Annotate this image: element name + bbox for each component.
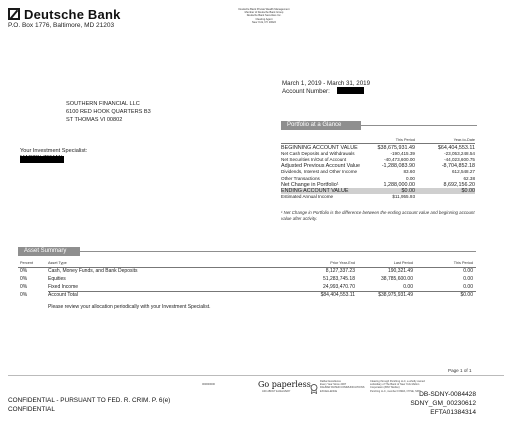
portfolio-row [281,163,475,169]
portfolio-row-this-period: 0.00 [406,175,415,181]
portfolio-row-label: Dividends, Interest and Other Income [281,169,358,175]
portfolio-row-label: BEGINNING ACCOUNT VALUE [281,145,358,151]
asset-summary-title: Asset Summary [24,248,67,254]
asset-summary-headers [18,259,476,267]
portfolio-row [281,151,475,157]
asset-row [18,291,476,299]
asset-row-percent: 0% [20,284,28,290]
specialist-redaction [20,156,64,163]
portfolio-row-this-period: 1,288,000.00 [383,181,415,188]
portfolio-rule [281,143,475,144]
portfolio-row-this-period: $38,675,931.49 [377,145,415,151]
brand-address: P.O. Box 1776, Baltimore, MD 21203 [8,22,115,29]
asset-row-last-period: 190,321.49 [387,268,413,274]
portfolio-row-ytd: -23,053,248.54 [444,151,475,157]
account-number-label: Account Number: [282,88,330,95]
award-line: EXCELLENCE [320,389,338,393]
portfolio-row-this-period: -40,473,600.00 [384,157,415,163]
client-address [66,100,151,124]
portfolio-row-label: ENDING ACCOUNT VALUE [281,187,349,194]
head-prior-year-end: Prior Year-End [330,261,355,265]
asset-row-prior-year-end: $84,404,553.11 [320,292,355,298]
award-line: Every Year Since 2007 [320,383,347,387]
portfolio-row-ytd: 8,692,156.20 [443,181,475,188]
asset-row-last-period: 38,785,600.00 [381,276,413,282]
clearing-line: subsidiary of The Bank of New York Mellon [370,383,420,387]
portfolio-title: Portfolio at a Glance [287,122,342,128]
portfolio-row-this-period: -1,288,083.90 [381,163,415,170]
portfolio-row [281,182,475,188]
portfolio-row-ytd: 612,548.27 [452,169,475,175]
portfolio-row-ytd: -8,704,852.18 [441,163,475,170]
asset-row-prior-year-end: 51,283,745.18 [323,276,355,282]
confidential-line: CONFIDENTIAL - PURSUANT TO FED. R. CRIM. P. 6(e) [8,397,171,404]
portfolio-row-label: Net Securities In/Out of Account [281,157,347,163]
bates-line: SDNY_GM_00230612 [410,400,476,407]
award-icon [310,381,318,391]
asset-row-type: Account Total [48,292,78,298]
header-fine-print [232,8,296,24]
confidential-stamp [8,396,170,414]
award-line: Dalbar Excellence [320,380,341,383]
fine-line: New York, NY 10022 [252,20,276,24]
fine-line: Deutsche Bank Private Wealth Management [238,8,290,11]
portfolio-row [281,169,475,175]
head-percent: Percent [20,261,34,265]
asset-row-prior-year-end: 8,127,337.23 [325,268,355,274]
asset-row-last-period: 0.00 [403,284,413,290]
award-line: DALBAR RATED COMMUNICATIONS [320,386,365,390]
client-line: SOUTHERN FINANCIAL LLC [66,101,140,107]
asset-row-last-period: $38,975,931.49 [378,292,413,298]
go-paperless-logo: Go paperless [258,380,311,389]
specialist-label: Your Investment Specialist: [20,148,88,154]
portfolio-row [281,176,475,182]
portfolio-row-ytd: $0.00 [461,187,475,194]
asset-row-type: Fixed Income [48,284,79,290]
portfolio-section-header [281,121,361,130]
head-this-period: This Period [453,261,473,265]
head-last-period: Last Period [393,261,413,265]
asset-summary-section-header [18,247,80,256]
asset-row [18,275,476,283]
clearing-line: Clearing through Pershing LLC, a wholly owned [370,380,425,383]
bates-line: EFTA01384314 [430,409,476,416]
asset-row-percent: 0% [20,276,28,282]
asset-row-this-period: 0.00 [463,276,473,282]
head-asset-type: Asset Type [48,261,67,265]
asset-row-this-period: 0.00 [463,268,473,274]
portfolio-row-label: Net Cash Deposits and Withdrawals [281,151,355,157]
portfolio-row-ytd: $64,404,553.11 [437,145,475,151]
confidential-line: CONFIDENTIAL [8,406,55,413]
go-paperless-sub: ASK ABOUT E-DELIVERY [262,390,291,393]
asset-summary-note: Please review your allocation periodically with your Investment Specialist. [48,304,211,310]
statement-period: March 1, 2019 - March 31, 2019 [282,80,371,87]
portfolio-row-ytd: -44,023,600.75 [444,157,475,163]
portfolio-row [281,145,475,151]
portfolio-row-label: Adjusted Previous Account Value [281,163,361,170]
footer-code: 000000000 [202,383,215,386]
clearing-line: Pershing LLC, member FINRA, NYSE, SIPC [370,389,422,393]
asset-row-prior-year-end: 24,993,470.70 [323,284,355,290]
portfolio-row-this-period: 83.60 [403,169,415,175]
client-line: 6100 RED HOOK QUARTERS B3 [66,109,151,115]
asset-summary-header-line [80,251,476,252]
asset-row-type: Equities [48,276,66,282]
portfolio-row-this-period: $11,955.93 [392,193,415,199]
page-number: Page 1 of 1 [448,368,472,373]
award-text [320,380,364,393]
asset-row-percent: 0% [20,268,28,274]
bates-stamp [410,390,476,417]
clearing-line: Corporation (BNY Mellon) [370,386,400,390]
asset-row-this-period: $0.00 [460,292,473,298]
brand-name: Deutsche Bank [24,7,121,22]
portfolio-header-line [361,125,477,126]
fine-line: Clearing Agent [255,17,273,21]
asset-row-type: Cash, Money Funds, and Bank Deposits [48,268,138,274]
portfolio-row-label: Estimated Annual Income [281,193,334,199]
client-line: ST THOMAS VI 00802 [66,117,123,123]
portfolio-row-ytd: 62.38 [463,175,475,181]
portfolio-row [281,157,475,163]
col-year-to-date: Year-to-Date [453,138,475,142]
account-number-redaction [337,87,364,94]
asset-row [18,267,476,275]
portfolio-row-this-period: $0.00 [401,187,415,194]
portfolio-row-label: Other Transactions [281,175,320,181]
asset-row-percent: 0% [20,292,28,298]
portfolio-row [281,188,475,194]
fine-line: Deutsche Bank Securities Inc. [246,14,282,18]
col-this-period: This Period [395,138,415,142]
portfolio-footnote: ¹ Net Change in Portfolio is the difference between the ending account value and beginning account value after activity. [281,210,475,221]
portfolio-row-label: Net Change in Portfolio¹ [281,181,339,188]
asset-row [18,283,476,291]
bates-line: DB-SDNY-0084428 [419,391,476,398]
asset-row-this-period: 0.00 [463,284,473,290]
footer-rule [8,375,504,376]
portfolio-row [281,194,475,200]
portfolio-row-this-period: -190,415.39 [390,151,415,157]
fine-line: Member of Deutsche Bank Group [244,11,284,15]
